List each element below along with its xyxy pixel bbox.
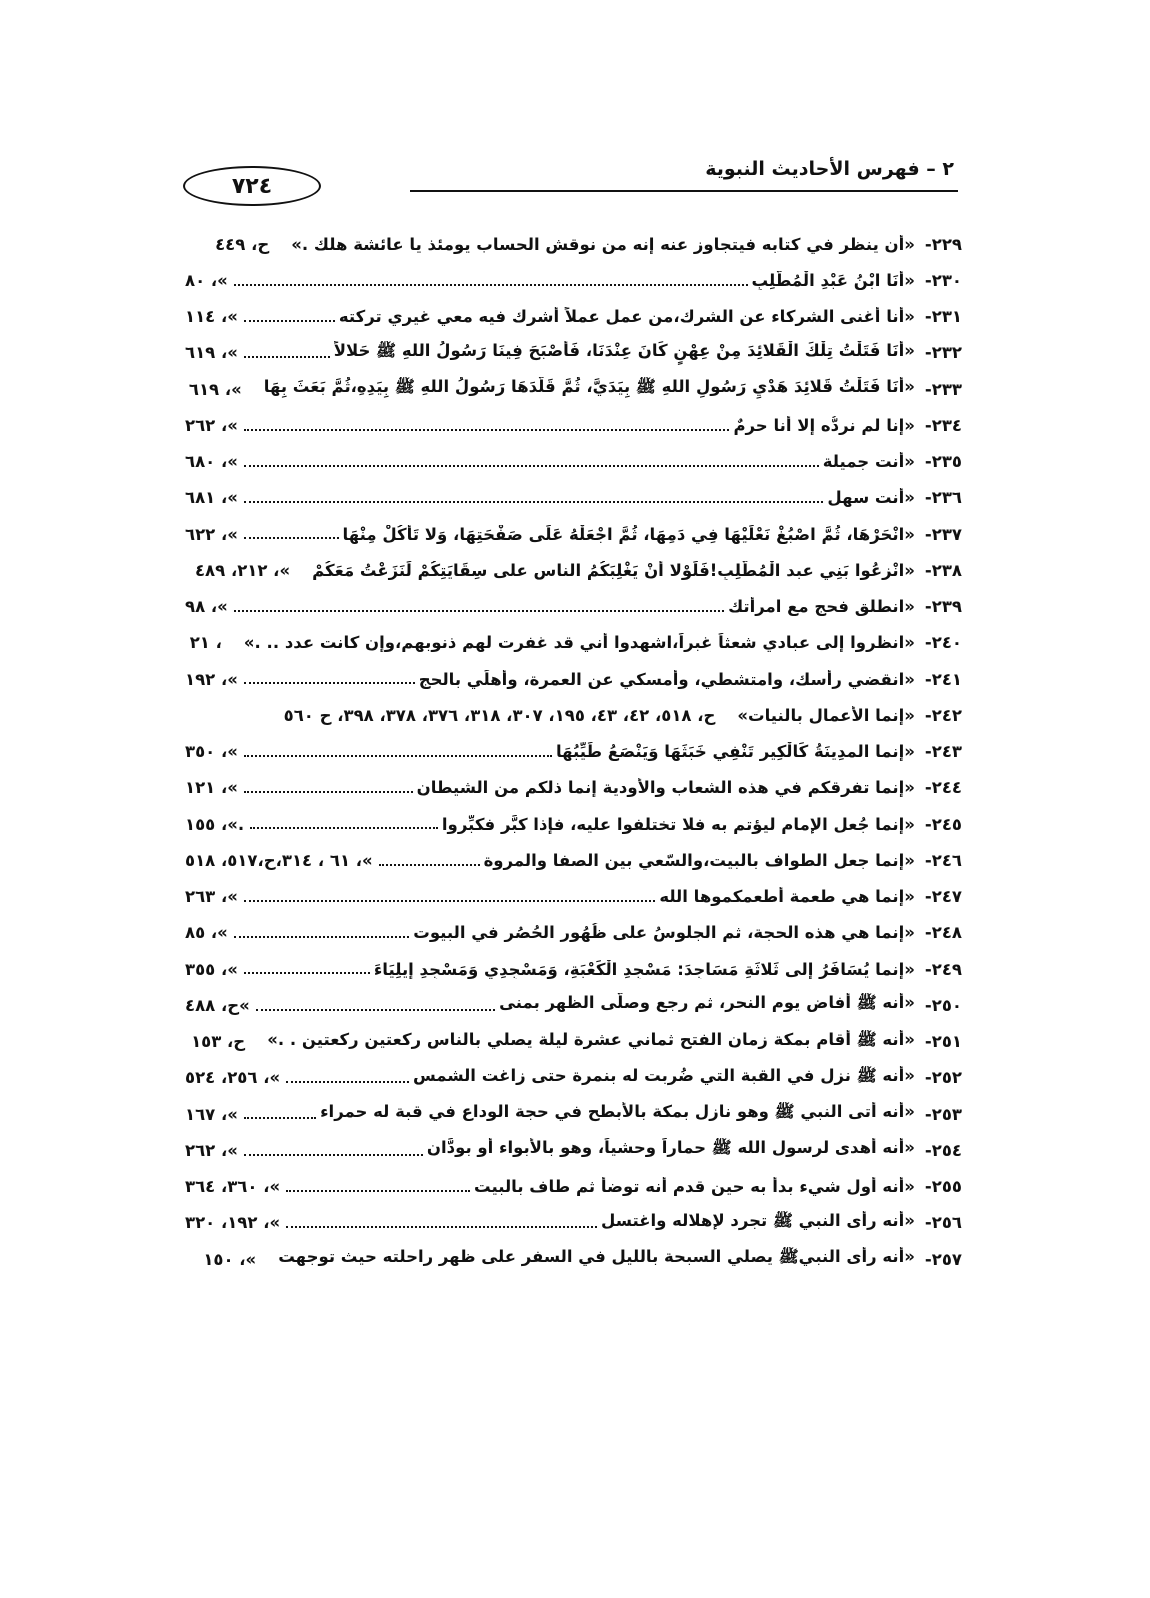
entry-number: ٢٤١- xyxy=(924,669,962,689)
dot-leader xyxy=(286,1065,409,1084)
dot-leader xyxy=(234,267,748,286)
page-references: »، ٦١٩ xyxy=(185,343,238,363)
entry-number: ٢٥٠- xyxy=(924,995,962,1015)
hadith-text: «إنما تفرقكم في هذه الشعاب والأودية إنما ذلكم من الشيطان xyxy=(416,778,915,798)
hadith-text: «انْزِعُوا بَنِي عبد الْمُطَّلِبِ!فَلَوْلا أَنْ يَغْلِبَكُمُ الناس على سِقَايَتِكُمْ لَنَزَعْتُ مَعَكُمْ xyxy=(312,560,915,580)
page-references: »، ٣٦٠، ٣٦٤ xyxy=(185,1177,281,1197)
list-item xyxy=(185,299,962,335)
dot-leader xyxy=(244,448,819,467)
list-item xyxy=(185,1024,962,1060)
list-item xyxy=(185,1169,962,1205)
entry-number: ٢٣٦- xyxy=(924,488,962,508)
dot-leader xyxy=(250,811,438,830)
page-references: »، ١٢١ xyxy=(185,778,238,798)
list-item xyxy=(185,371,962,407)
hadith-text: «إنما جعل الطواف بالبيت،والسّعي بين الصفا والمروة xyxy=(483,850,915,870)
page-references: »، ٢٦٣ xyxy=(185,887,238,907)
entry-number: ٢٥٤- xyxy=(924,1140,962,1160)
page-references: »، ١٦٧ xyxy=(185,1104,238,1124)
dot-leader xyxy=(244,738,552,757)
hadith-text: «إنما يُسَافَرُ إلى ثَلاثَةِ مَسَاجِدَ: مَسْجِدِ الْكَعْبَةِ، وَمَسْجِدِي وَمَسْجِدِ إِيلِيَاءَ xyxy=(373,959,915,979)
hadith-text: «إنما جُعل الإمام ليؤتم به فلا تختلفوا عليه، فإذا كبَّر فكبِّروا xyxy=(441,814,915,834)
hadith-text: «أَنَا فَتَلْتُ قَلائِدَ هَدْيِ رَسُولِ اللهِ ﷺ بِيَدَيَّ، ثُمَّ قَلَّدَهَا رَسُولُ اللهِ ﷺ بِيَدِهِ،ثُمَّ بَعَثَ بِهَا xyxy=(263,377,915,397)
dot-leader xyxy=(251,1029,263,1046)
page-references: »، ٦٨٠ xyxy=(185,452,238,472)
entry-number: ٢٤٤- xyxy=(924,778,962,798)
dot-leader xyxy=(234,593,724,612)
entry-number: ٢٤٣- xyxy=(924,742,962,762)
page-references: »، ١٩٢، ٣٢٠ xyxy=(185,1213,281,1233)
entry-number: ٢٣٠- xyxy=(924,270,962,290)
list-item xyxy=(185,734,962,770)
hadith-text: «أنه أهدى لرسول الله ﷺ حماراً وحشياً، وهو بالأبواء أو بودَّان xyxy=(426,1138,915,1158)
section-title: ٢ – فهرس الأحاديث النبوية xyxy=(705,158,954,180)
page-references: »ح، ٤٨٨ xyxy=(185,995,250,1015)
entry-number: ٢٥١- xyxy=(924,1032,962,1052)
list-item xyxy=(185,770,962,806)
page-number: ٧٢٤ xyxy=(183,166,321,206)
list-item xyxy=(185,480,962,516)
page-references: »، ٢١٢، ٤٨٩ xyxy=(194,560,291,580)
entry-number: ٢٤٧- xyxy=(924,887,962,907)
dot-leader xyxy=(244,521,339,540)
list-item xyxy=(185,697,962,733)
dot-leader xyxy=(296,558,308,575)
dot-leader xyxy=(244,1101,316,1120)
page-references: ح، ٤٤٩ xyxy=(215,234,270,254)
list-item xyxy=(185,444,962,480)
page-references: »، ٢٦٢ xyxy=(185,1140,238,1160)
entry-number: ٢٤٩- xyxy=(924,959,962,979)
dot-leader xyxy=(244,775,413,794)
hadith-text: «أنت سهل xyxy=(827,488,915,508)
hadith-text: «أنت جميلة xyxy=(822,452,915,472)
entry-number: ٢٤٦- xyxy=(924,850,962,870)
list-item xyxy=(185,1241,962,1277)
dot-leader xyxy=(244,1137,423,1156)
list-item xyxy=(185,1060,962,1096)
dot-leader xyxy=(286,1210,597,1229)
page-references: »، ٣٥٠ xyxy=(185,742,238,762)
hadith-text: «أن ينظر في كتابه فيتجاوز عنه إنه من نوقش الحساب يومئذ يا عائشة هلك .» xyxy=(291,234,915,254)
hadith-text: «إنما هي هذه الحجة، ثم الجلوسُ على ظُهُور الحُصُر في البيوت xyxy=(413,923,915,943)
hadith-text: «أنه رأى النبي ﷺ تجرد لإهلاله واغتسل xyxy=(601,1210,915,1230)
entry-number: ٢٤٠- xyxy=(924,633,962,653)
page-references: ، ٢١ xyxy=(189,633,222,653)
page-references: »، ٣٥٥ xyxy=(185,959,238,979)
dot-leader xyxy=(244,883,655,902)
entry-number: ٢٤٢- xyxy=(924,705,962,725)
entry-number: ٢٥٦- xyxy=(924,1213,962,1233)
list-item xyxy=(185,625,962,661)
page-references: »، ١٩٢ xyxy=(185,669,238,689)
list-item xyxy=(185,879,962,915)
dot-leader xyxy=(228,631,240,648)
page-references: »، ٨٠ xyxy=(185,270,228,290)
entry-number: ٢٣٣- xyxy=(924,379,962,399)
hadith-text: «أَنَا ابْنُ عَبْدِ الْمُطَّلِبِ xyxy=(751,270,915,290)
hadith-text: «إنما الأعمال بالنيات» xyxy=(737,705,915,725)
page-references: »، ٦٢٢ xyxy=(185,524,238,544)
hadith-text: «انظروا إلى عبادي شعثاً غبراً،اشهدوا أني قد غفرت لهم ذنوبهم،وإن كانت عدد .. .» xyxy=(243,633,915,653)
hadith-text: «انطلق فحج مع امرأتك xyxy=(728,597,915,617)
list-item xyxy=(185,951,962,987)
list-item xyxy=(185,516,962,552)
dot-leader xyxy=(244,340,330,359)
list-item xyxy=(185,1096,962,1132)
list-item xyxy=(185,842,962,878)
page-references: ح، ١٥٣ xyxy=(191,1032,246,1052)
hadith-text: «إنما هي طعمة أطعمكموها الله xyxy=(659,887,915,907)
entry-number: ٢٢٩- xyxy=(924,234,962,254)
hadith-text: «أنا أغنى الشركاء عن الشرك،من عمل عملاً أشرك فيه معي غيري تركته xyxy=(338,307,915,327)
dot-leader xyxy=(244,412,730,431)
hadith-text: «أنه ﷺ أفاض يوم النحر، ثم رجع وصلَّى الظهر بمنى xyxy=(499,993,915,1013)
entry-number: ٢٣٨- xyxy=(924,560,962,580)
page-references: »، ١١٤ xyxy=(185,307,238,327)
dot-leader xyxy=(275,232,287,249)
entry-number: ٢٣١- xyxy=(924,307,962,327)
dot-leader xyxy=(256,992,495,1011)
page-references: ح، ٥١٨، ٤٢، ٤٣، ١٩٥، ٣٠٧، ٣١٨، ٣٧٦، ٣٧٨، ٣٩٨، ح ٥٦٠ xyxy=(283,705,716,725)
page-references: »، ٩٨ xyxy=(185,597,228,617)
hadith-text: «أنه أول شيء بدأ به حين قدم أنه توضأ ثم طاف بالبيت xyxy=(474,1177,915,1197)
page-references: »، ٦١ ، ٣١٤،ح،٥١٧، ٥١٨ xyxy=(185,850,373,870)
entry-number: ٢٣٧- xyxy=(924,524,962,544)
list-item xyxy=(185,915,962,951)
page-references: .»، ١٥٥ xyxy=(185,814,245,834)
page-references: »، ٢٥٦، ٥٢٤ xyxy=(185,1068,281,1088)
hadith-text: «إنا لم نردُّه إلا أنا حرمٌ xyxy=(733,415,915,435)
entry-number: ٢٣٥- xyxy=(924,452,962,472)
dot-leader xyxy=(379,847,480,866)
dot-leader xyxy=(248,377,260,394)
entry-number: ٢٥٥- xyxy=(924,1177,962,1197)
hadith-text: «أنه ﷺ نزل في القبة التي ضُربت له بنمرة حتى زاغت الشمس xyxy=(412,1065,915,1085)
page-references: »، ٨٥ xyxy=(185,923,228,943)
entry-number: ٢٣٤- xyxy=(924,415,962,435)
dot-leader xyxy=(721,703,733,720)
list-item xyxy=(185,226,962,262)
dot-leader xyxy=(286,1173,470,1192)
list-item xyxy=(185,407,962,443)
page-header xyxy=(183,156,958,206)
hadith-text: «أنه رأى النبيﷺ يصلي السبحة بالليل في السفر على ظهر راحلته حيث توجهت xyxy=(278,1247,915,1267)
dot-leader xyxy=(262,1247,274,1264)
dot-leader xyxy=(244,666,415,685)
entry-number: ٢٥٢- xyxy=(924,1068,962,1088)
hadith-text: «أنه أتى النبي ﷺ وهو نازل بمكة بالأبطح في حجة الوداع في قبة له حمراء xyxy=(320,1102,915,1122)
entry-number: ٢٥٣- xyxy=(924,1104,962,1124)
entry-number: ٢٣٩- xyxy=(924,597,962,617)
dot-leader xyxy=(244,303,335,322)
list-item xyxy=(185,1132,962,1168)
page-references: »، ٦٨١ xyxy=(185,488,238,508)
dot-leader xyxy=(244,956,370,975)
hadith-text: «انقضي رأسك، وامتشطي، وأمسكي عن العمرة، وأهلِّي بالحج xyxy=(418,669,915,689)
entry-number: ٢٤٨- xyxy=(924,923,962,943)
hadith-index-list xyxy=(185,226,962,1277)
page-references: »، ٢٦٢ xyxy=(185,415,238,435)
entry-number: ٢٣٢- xyxy=(924,343,962,363)
list-item xyxy=(185,661,962,697)
page-references: »، ٦١٩ xyxy=(188,379,242,399)
header-rule xyxy=(410,190,958,192)
hadith-text: «أنه ﷺ أقام بمكة زمان الفتح ثماني عشرة ليلة يصلي بالناس ركعتين ركعتين . .» xyxy=(267,1029,915,1049)
hadith-text: «أَنَا فَتَلْتُ تِلْكَ الْقَلائِدَ مِنْ عِهْنٍ كَانَ عِنْدَنَا، فَأَصْبَحَ فِينَا رَسُولُ اللهِ ﷺ حَلالاً xyxy=(333,340,915,360)
hadith-text: «انْحَرْهَا، ثُمَّ اصْبُغْ نَعْلَيْهَا فِي دَمِهَا، ثُمَّ اجْعَلْهُ عَلَى صَفْحَتِهَا، وَلا تَأْكُلْ مِنْهَا xyxy=(342,524,915,544)
entry-number: ٢٤٥- xyxy=(924,814,962,834)
list-item xyxy=(185,262,962,298)
dot-leader xyxy=(234,920,409,939)
list-item xyxy=(185,806,962,842)
list-item xyxy=(185,552,962,588)
list-item xyxy=(185,589,962,625)
list-item xyxy=(185,1205,962,1241)
list-item xyxy=(185,987,962,1023)
dot-leader xyxy=(244,485,823,504)
page-references: »، ١٥٠ xyxy=(203,1249,257,1269)
hadith-text: «إنما المدِينَةُ كَالْكِيرِ تَنْفِي خَبَثَهَا وَيَنْصَعُ طَيِّبُهَا xyxy=(555,742,915,762)
list-item xyxy=(185,335,962,371)
entry-number: ٢٥٧- xyxy=(924,1249,962,1269)
